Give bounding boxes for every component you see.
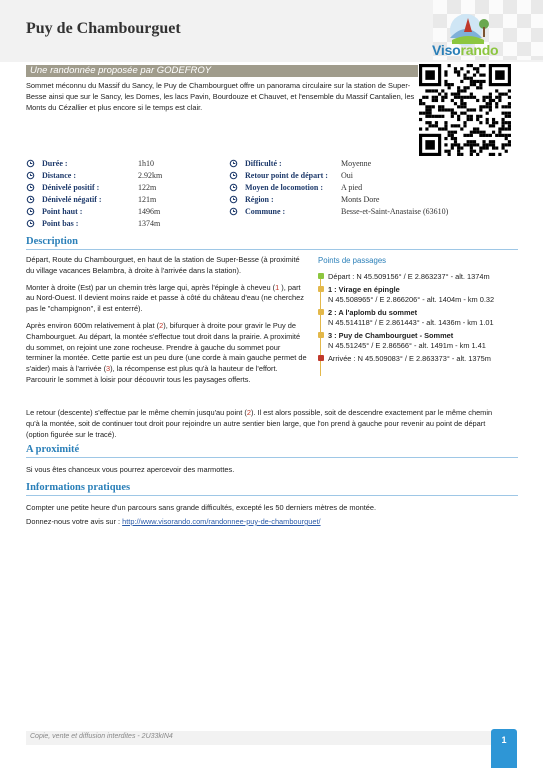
distance-icon <box>26 171 35 180</box>
waypoint-marker-icon <box>318 355 324 361</box>
feedback-line: Donnez-nous votre avis sur : http://www.visorando.com/randonnee-puy-de-chambourguet/ <box>26 517 321 526</box>
elevation-down-icon <box>26 195 35 204</box>
waypoint-coords: N 45.514118° / E 2.861443° - alt. 1436m - km 1.01 <box>328 318 494 327</box>
region-icon <box>229 195 238 204</box>
waypoint-item <box>318 354 518 364</box>
info-value: 122m <box>138 183 157 192</box>
town-icon <box>229 207 238 216</box>
waypoint-item <box>318 272 518 282</box>
walker-icon <box>229 183 238 192</box>
waypoint-item <box>318 308 518 328</box>
proximite-text: Si vous êtes chanceux vous pourrez apercevoir des marmottes. <box>26 465 235 474</box>
waypoint-marker-icon <box>318 332 324 338</box>
info-value: 2.92km <box>138 171 163 180</box>
waypoints-panel <box>318 256 518 367</box>
waypoint-item <box>318 331 518 351</box>
info-label: Retour point de départ : <box>245 171 328 180</box>
author-bar <box>26 65 418 77</box>
waypoint-coords: N 45.51245° / E 2.86566° - alt. 1491m - km 1.41 <box>328 341 486 350</box>
info-label: Difficulté : <box>245 159 282 168</box>
waypoint-coords: N 45.508965° / E 2.866206° - alt. 1404m - km 0.32 <box>328 295 495 304</box>
description-paragraph: Départ, Route du Chambourguet, en haut de la station de Super-Besse (à proximité du village vacances Belambra, à droite à l'arrivée dans la station). <box>26 255 300 275</box>
info-value: Oui <box>341 171 353 180</box>
section-description-title: Description <box>26 236 78 247</box>
footer <box>26 731 496 745</box>
waypoint-marker-icon <box>318 286 324 292</box>
info-value: Besse-et-Saint-Anastaise (63610) <box>341 207 449 216</box>
info-label: Région : <box>245 195 274 204</box>
info-label: Distance : <box>42 171 76 180</box>
waypoints-title: Points de passages <box>318 256 387 265</box>
difficulty-icon <box>229 159 238 168</box>
description-text <box>26 255 309 392</box>
info-value: 121m <box>138 195 157 204</box>
waypoint-coords: Départ : N 45.509156° / E 2.863237° - alt. 1374m <box>328 272 490 281</box>
waypoint-coords: Arrivée : N 45.509083° / E 2.863373° - alt. 1375m <box>328 354 491 363</box>
description-paragraph: Le retour (descente) s'effectue par le même chemin jusqu'au point (2). Il est alors possible, soit de descendre exactement par le même chemin qu'à la montée, soit de continuer tout droit pour rejoindre un autre sentier bien large, que l'on prend à gauche pour revenir au point de départ (option figurée sur le tracé). <box>26 408 493 439</box>
info-value: 1496m <box>138 207 161 216</box>
section-infos-pratiques-title: Informations pratiques <box>26 482 131 493</box>
feedback-link[interactable]: http://www.visorando.com/randonnee-puy-de-chambourguet/ <box>122 517 321 526</box>
page-title: Puy de Chambourguet <box>26 20 181 37</box>
waypoint-item <box>318 285 518 305</box>
waypoint-marker-icon <box>318 273 324 279</box>
high-point-icon <box>26 207 35 216</box>
info-label: Point haut : <box>42 207 83 216</box>
low-point-icon <box>26 219 35 228</box>
section-divider <box>26 495 518 496</box>
section-divider <box>26 457 518 458</box>
clock-icon <box>26 159 35 168</box>
info-label: Durée : <box>42 159 68 168</box>
infos-pratiques-text: Compter une petite heure d'un parcours sans grande difficultés, excepté les 50 derniers mètres de montée. <box>26 503 377 512</box>
author-text: Une randonnée proposée par GODEFROY <box>30 65 212 76</box>
info-label: Dénivelé négatif : <box>42 195 102 204</box>
intro-text: Sommet méconnu du Massif du Sancy, le Puy de Chambourguet offre un panorama circulaire sur la station de Super-Besse ainsi que sur le Sancy, les Domes, les lacs Pavin, Bourdouze et Chauvet, et l'ensemble du Massif Cantalien, les Monts du Cézallier et plus encore si le temps est clair. <box>26 81 415 112</box>
info-label: Moyen de locomotion : <box>245 183 323 192</box>
section-divider <box>26 249 518 250</box>
info-label: Point bas : <box>42 219 79 228</box>
copyright-text: Copie, vente et diffusion interdites - 2U33kIN4 <box>30 733 173 740</box>
description-paragraph: Monter à droite (Est) par un chemin très large qui, après l'épingle à cheveu (1 ), part au Nord-Ouest. Il devient moins raide et passe à côté du château d'eau (ne cherchez pas le "champignon", il est enterré). <box>26 282 304 314</box>
elevation-up-icon <box>26 183 35 192</box>
info-value: A pied <box>341 183 363 192</box>
return-icon <box>229 171 238 180</box>
page-number: 1 <box>501 735 507 745</box>
qr-code-icon[interactable] <box>419 64 511 156</box>
waypoint-name: 1 : Virage en épingle <box>328 285 400 294</box>
info-value: 1h10 <box>138 159 154 168</box>
waypoint-marker-icon <box>318 309 324 315</box>
info-label: Dénivelé positif : <box>42 183 100 192</box>
info-value: Monts Dore <box>341 195 380 204</box>
waypoint-name: 2 : A l'aplomb du sommet <box>328 308 418 317</box>
description-paragraph: Après environ 600m relativement à plat (2), bifurquer à droite pour gravir le Puy de Chambourguet. Au départ, la montée s'effectue tout droit dans la prairie. A proximité du sommet, on rejoint une zone rocheuse. Prendre à gauche du sommet pour terminer la montée. Cette partie est un peu dure (une corde à main gauche permet de s'aider) mais à l'arrivée (3), la récompense est plus qu'à la hauteur de l'effort. Parcourir le sommet à loisir pour découvrir tous les paysages offerts. <box>26 320 307 384</box>
waypoint-name: 3 : Puy de Chambourguet - Sommet <box>328 331 454 340</box>
section-proximite-title: A proximité <box>26 444 80 455</box>
logo-text: Visorando <box>432 42 499 58</box>
info-value: 1374m <box>138 219 161 228</box>
page-number-badge <box>491 729 517 768</box>
info-value: Moyenne <box>341 159 372 168</box>
info-label: Commune : <box>245 207 286 216</box>
